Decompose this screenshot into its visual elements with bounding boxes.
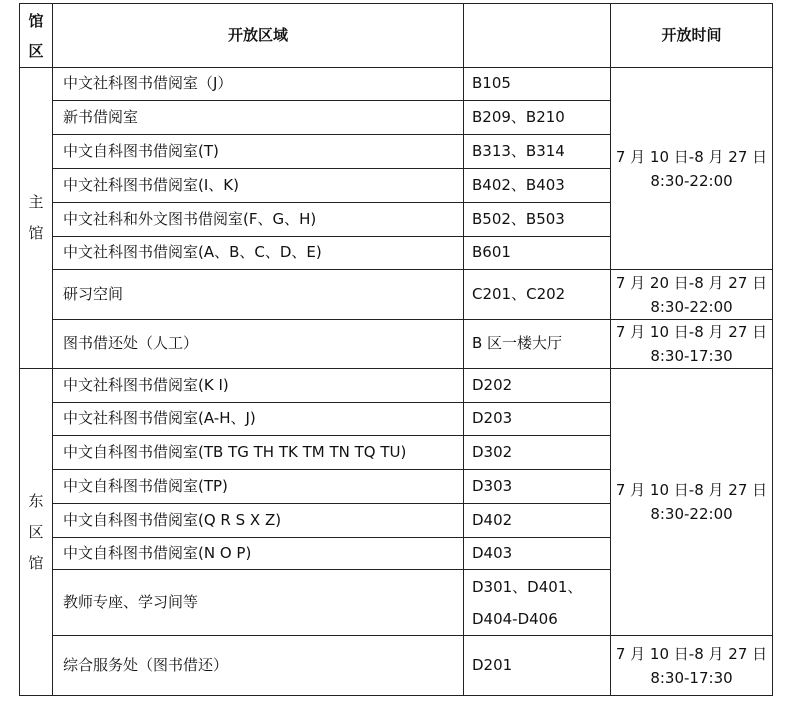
room-cell: C201、C202 <box>464 270 611 320</box>
table-row <box>20 68 773 101</box>
area-cell: 综合服务处（图书借还） <box>53 636 464 696</box>
area-cell: 图书借还处（人工） <box>53 320 464 369</box>
room-cell: B402、B403 <box>464 169 611 203</box>
area-cell: 中文社科图书借阅室（J） <box>53 68 464 101</box>
time-cell: 7 月 20 日-8 月 27 日 8:30-22:00 <box>611 270 773 320</box>
table-row <box>20 636 773 696</box>
area-cell: 中文社科图书借阅室(A、B、C、D、E) <box>53 237 464 270</box>
area-cell: 中文自科图书借阅室(TB TG TH TK TM TN TQ TU) <box>53 436 464 470</box>
table-row <box>20 369 773 403</box>
room-cell: D203 <box>464 403 611 436</box>
room-cell: D303 <box>464 470 611 504</box>
campus-label-main: 主 馆 <box>20 68 53 369</box>
area-cell: 中文自科图书借阅室(Q R S X Z) <box>53 504 464 538</box>
area-cell: 中文自科图书借阅室(T) <box>53 135 464 169</box>
room-cell: B 区一楼大厅 <box>464 320 611 369</box>
area-cell: 新书借阅室 <box>53 101 464 135</box>
room-cell: D201 <box>464 636 611 696</box>
room-cell: B601 <box>464 237 611 270</box>
room-cell: B209、B210 <box>464 101 611 135</box>
area-cell: 研习空间 <box>53 270 464 320</box>
area-cell: 中文社科图书借阅室(I、K) <box>53 169 464 203</box>
time-cell: 7 月 10 日-8 月 27 日 8:30-17:30 <box>611 320 773 369</box>
room-cell: D202 <box>464 369 611 403</box>
table-row <box>20 320 773 369</box>
table-row <box>20 270 773 320</box>
header-time: 开放时间 <box>611 4 773 68</box>
room-cell: B313、B314 <box>464 135 611 169</box>
room-cell: D301、D401、 D404-D406 <box>464 570 611 636</box>
time-cell: 7 月 10 日-8 月 27 日 8:30-22:00 <box>611 68 773 270</box>
room-cell: D302 <box>464 436 611 470</box>
time-cell: 7 月 10 日-8 月 27 日 8:30-22:00 <box>611 369 773 636</box>
header-room <box>464 4 611 68</box>
area-cell: 中文社科图书借阅室(K I) <box>53 369 464 403</box>
area-cell: 中文自科图书借阅室(TP) <box>53 470 464 504</box>
room-cell: B502、B503 <box>464 203 611 237</box>
room-cell: B105 <box>464 68 611 101</box>
room-cell: D403 <box>464 538 611 570</box>
header-area: 开放区域 <box>53 4 464 68</box>
area-cell: 中文社科图书借阅室(A-H、J) <box>53 403 464 436</box>
campus-label-east: 东 区 馆 <box>20 369 53 696</box>
room-cell: D402 <box>464 504 611 538</box>
header-row <box>20 4 773 68</box>
area-cell: 教师专座、学习间等 <box>53 570 464 636</box>
time-cell: 7 月 10 日-8 月 27 日 8:30-17:30 <box>611 636 773 696</box>
header-campus: 馆 区 <box>20 4 53 68</box>
area-cell: 中文社科和外文图书借阅室(F、G、H) <box>53 203 464 237</box>
area-cell: 中文自科图书借阅室(N O P) <box>53 538 464 570</box>
opening-hours-table <box>19 3 773 696</box>
